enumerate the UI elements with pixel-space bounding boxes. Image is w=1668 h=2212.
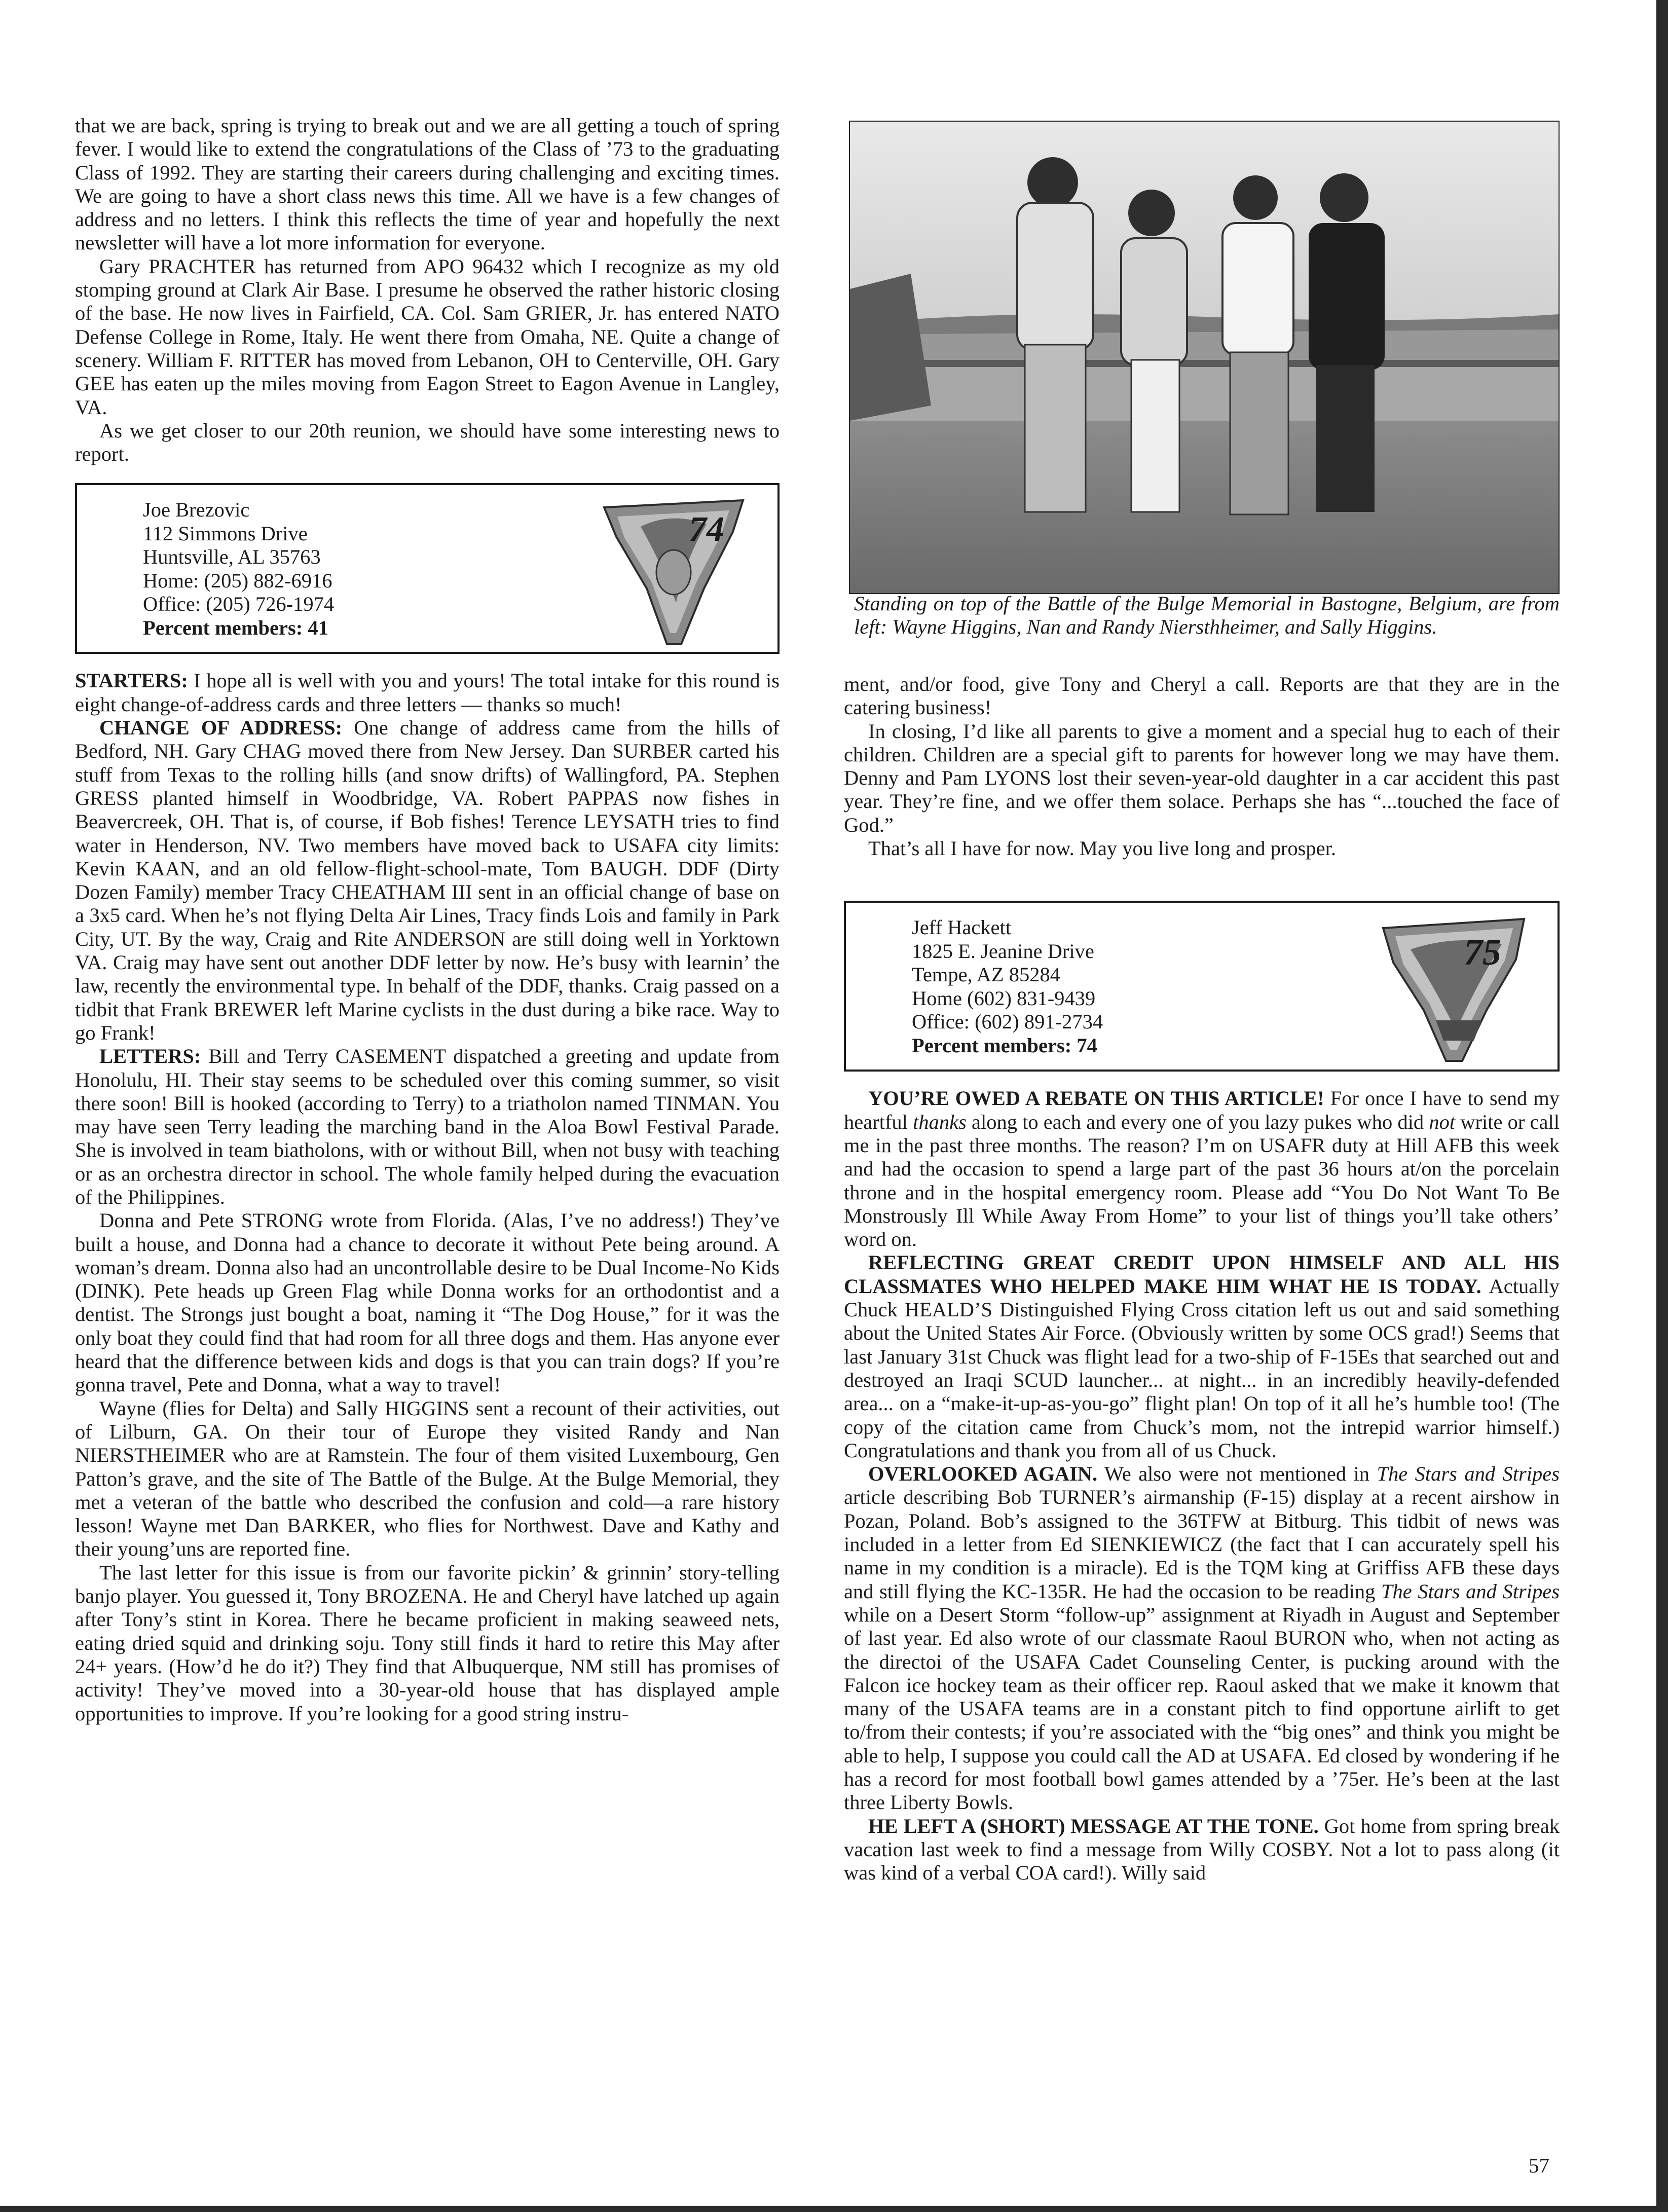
caption-text: Standing on top of the Battle of the Bulge Memorial in Bastogne, Belgium, are from left: Wayne Higgins, Nan and Randy Niersthheimer, and Sally Higgins. (854, 592, 1560, 638)
section-lead: CHANGE OF ADDRESS: (99, 716, 343, 740)
change-of-address-paragraph (75, 716, 780, 1045)
page-number: 57 (1529, 2154, 1549, 2177)
section-text: I hope all is well with you and yours! The total intake for this round is eight change-of-address cards and three letters — thanks so much! (75, 669, 780, 716)
photo-caption (844, 592, 1560, 639)
section-text: Bill and Terry CASEMENT dispatched a greeting and update from Honolulu, HI. Their stay seems to be scheduled over this coming summer, so visit there soon! Bill is hooked (according to Terry) to a triatholon named TINMAN. You may have seen Terry leading the marching band in the Aloa Bowl Festival Parade. She is involved in team biatholons, with or without Bill, when not busy with teaching or as an orchestra director in school. The whole family helped during the evacuation of the Philippines. (75, 1045, 780, 1208)
class-75-contact-box (844, 901, 1560, 1072)
percent-members: Percent members: 41 (143, 616, 328, 639)
contact-home-phone: Home (602) 831-9439 (912, 986, 1096, 1010)
paragraph: The last letter for this issue is from our favorite pickin’ & grinnin’ story-telling banjo player. You guessed it, Tony BROZENA. He and Cheryl have latched up again after Tony’s stint in Korea. There he became proficient in making seaweed nets, eating dried squid and drinking soju. Tony still finds it hard to retire this May after 24+ years. (How’d he do it?) They find that Albuquerque, NM still has promises of activity! They’ve moved into a 30-year-old house that has displayed ample opportunities to improve. If you’re looking for a good string instru- (75, 1561, 780, 1725)
section-text: For once I have to send my heartful (844, 1087, 1560, 1133)
class-crest-75-icon (1380, 914, 1527, 1066)
scan-edge-right (1656, 0, 1668, 2212)
contact-city: Huntsville, AL 35763 (143, 545, 321, 569)
contact-office-phone: Office: (602) 891-2734 (912, 1010, 1103, 1034)
message-paragraph (844, 1815, 1560, 1885)
emphasis: The Stars and Stripes (1381, 1579, 1560, 1603)
scan-edge-bottom (0, 2206, 1668, 2212)
section-text: One change of address came from the hills of Bedford, NH. Gary CHAG moved there from New Jersey. Dan SURBER carted his stuff from Texas to the rolling hills (and snow drifts) of Wallingford, PA. Stephen GRESS planted himself in Woodbridge, VA. Robert PAPPAS now fishes in Beavercreek, OH. That is, of course, if Bob fishes! Terence LEYSATH tries to find water in Henderson, NV. Two members have moved back to USAFA city limits: Kevin KAAN, and an old fellow-flight-school-mate, Tom BAUGH. DDF (Dirty Dozen Family) member Tracy CHEATHAM III sent in an official change of base on a 3x5 card. When he’s not flying Delta Air Lines, Tracy finds Lois and family in Park City, UT. By the way, Craig and Rite ANDERSON are still doing well in Yorktown VA. Craig may have sent out another DDF letter by now. He’s busy with learnin’ the law, recently the environmental type. In behalf of the DDF, thanks. Craig passed on a tidbit that Frank BREWER left Marine cyclists in the dust during a bike race. Way to go Frank! (75, 716, 780, 1044)
group-photo-image (850, 122, 1559, 593)
paragraph: In closing, I’d like all parents to give a moment and a special hug to each of their children. Children are a special gift to parents for however long we may have them. Denny and Pam LYONS lost their seven-year-old daughter in a car accident this past year. They’re fine, and we offer them solace. Perhaps she has “...touched the face of God.” (844, 719, 1560, 836)
section-lead: LETTERS: (99, 1045, 201, 1068)
overlooked-paragraph (844, 1462, 1560, 1814)
section-lead: YOU’RE OWED A REBATE ON THIS ARTICLE! (868, 1087, 1324, 1110)
contact-street: 1825 E. Jeanine Drive (912, 939, 1094, 963)
section-text: along to each and every one of you lazy pukes who did (966, 1110, 1429, 1133)
section-text: We also were not mentioned in (1097, 1462, 1377, 1486)
rebate-paragraph (844, 1087, 1560, 1251)
section-text: Got home from spring break vacation last week to find a message from Willy COSBY. Not a lot to pass along (it was kind of a verbal COA card!). Willy said (844, 1814, 1560, 1885)
contact-home-phone: Home: (205) 882-6916 (143, 569, 332, 592)
right-column (844, 673, 1560, 1885)
contact-street: 112 Simmons Drive (143, 522, 308, 545)
section-text: Actually Chuck HEALD’S Distinguished Flying Cross citation left us out and said something about the United States Air Force. (Obviously written by some OCS grad!) Seems that last January 31st Chuck was flight lead for a two-ship of F-15Es that searched out and destroyed an Iraqi SCUD launcher... at night... in an incredibly heavily-defended area... on a “make-it-up-as-you-go” flight plan! On top of it all he’s humble too! (The copy of the citation came from Chuck’s mom, not the intrepid warrior himself.) Congratulations and thank you from all of us Chuck. (844, 1274, 1560, 1462)
contact-name: Joe Brezovic (143, 498, 250, 522)
class-74-contact-box (75, 483, 780, 654)
paragraph: Gary PRACHTER has returned from APO 96432 which I recognize as my old stomping ground at Clark Air Base. I presume he observed the rather historic closing of the base. He now lives in Fairfield, CA. Col. Sam GRIER, Jr. has entered NATO Defense College in Rome, Italy. He went there from Omaha, NE. Quite a change of scenery. William F. RITTER has moved from Lebanon, OH to Centerville, OH. Gary GEE has eaten up the miles moving from Eagon Street to Eagon Avenue in Langley, VA. (75, 254, 780, 419)
bulge-memorial-photo (849, 121, 1560, 594)
paragraph: that we are back, spring is trying to break out and we are all getting a touch of spring fever. I would like to extend the congratulations of the Class of ’73 to the graduating Class of 1992. They are starting their careers during challenging and exciting times. We are going to have a short class news this time. All we have is a few changes of address and no letters. I think this reflects the time of year and hopefully the next newsletter will have a lot more information for everyone. (75, 114, 780, 254)
contact-city: Tempe, AZ 85284 (912, 963, 1060, 986)
class-crest-74-icon (600, 496, 747, 648)
contact-name: Jeff Hackett (912, 916, 1012, 939)
section-text: article describing Bob TURNER’s airmanship (F-15) display at a recent airshow in Pozan, Poland. Bob’s assigned to the 36TFW at Bitburg. This tidbit of news was included in a letter from Ed SIENKIEWICZ (the fact that I can accurately spell his name in my condition is a miracle). Ed is the TQM king at Griffiss AFB these days and still flying the KC-135R. He had the occasion to be reading (844, 1486, 1560, 1603)
section-lead: REFLECTING GREAT CREDIT UPON HIMSELF AND ALL HIS CLASSMATES WHO HELPED MAKE HIM WHAT HE IS TODAY. (844, 1251, 1560, 1298)
percent-members: Percent members: 74 (912, 1034, 1097, 1057)
paragraph: ment, and/or food, give Tony and Cheryl a call. Reports are that they are in the catering business! (844, 673, 1560, 719)
section-lead: STARTERS: (75, 669, 188, 692)
paragraph: Donna and Pete STRONG wrote from Florida. (Alas, I’ve no address!) They’ve built a house, and Donna had a chance to decorate it without Pete being around. A woman’s dream. Donna also had an uncontrollable desire to be Dual Income-No Kids (DINK). Pete heads up Green Flag while Donna works for an orthodontist and a dentist. The Strongs just bought a boat, naming it “The Dog House,” for it was the only boat they could find that had room for all three dogs and them. Has anyone ever heard that the difference between kids and dogs is that you can train dogs? If you’re gonna travel, Pete and Donna, what a way to travel! (75, 1209, 780, 1396)
svg-text:75: 75 (1464, 932, 1501, 974)
emphasis: not (1429, 1110, 1456, 1133)
credit-paragraph (844, 1251, 1560, 1462)
paragraph: As we get closer to our 20th reunion, we should have some interesting news to report. (75, 419, 780, 466)
svg-text:74: 74 (689, 510, 724, 549)
section-lead: HE LEFT A (SHORT) MESSAGE AT THE TONE. (868, 1814, 1319, 1837)
section-lead: OVERLOOKED AGAIN. (868, 1462, 1098, 1486)
left-column (75, 114, 780, 1725)
letters-paragraph (75, 1045, 780, 1209)
section-text: write or call me in the past three months. The reason? I’m on USAFR duty at Hill AFB this week and had the occasion to spend a large part of the past 36 hours at/on the porcelain throne and in the hospital emergency room. Please add “You Do Not Want To Be Monstrously Ill While Away From Home” to your list of things you’ll take others’ word on. (844, 1110, 1560, 1251)
contact-office-phone: Office: (205) 726-1974 (143, 593, 335, 616)
starters-paragraph (75, 669, 780, 716)
paragraph: That’s all I have for now. May you live long and prosper. (868, 837, 1337, 860)
emphasis: thanks (913, 1110, 967, 1133)
emphasis: The Stars and Stripes (1377, 1462, 1560, 1486)
section-text: while on a Desert Storm “follow-up” assignment at Riyadh in August and September of last year. Ed also wrote of our classmate Raoul BURON who, when not acting as the directoi of the USAFA Cadet Counseling Center, is pucking around with the Falcon ice hockey team as their officer rep. Raoul asked that we make it knowm that many of the USAFA teams are in a constant pitch to find opportune airlift to get to/from their contests; if you’re associated with the “big ones” and think you might be able to help, I suppose you could call the AD at USAFA. Ed closed by wondering if he has a record for most football bowl games attended by a ’75er. He’s been at the last three Liberty Bowls. (844, 1603, 1560, 1814)
paragraph: Wayne (flies for Delta) and Sally HIGGINS sent a recount of their activities, out of Lilburn, GA. On their tour of Europe they visited Randy and Nan NIERSTHEIMER who are at Ramstein. The four of them visited Luxembourg, Gen Patton’s grave, and the site of The Battle of the Bulge. At the Bulge Memorial, they met a veteran of the battle who described the confusion and cold—a rare history lesson! Wayne met Dan BARKER, who flies for Northwest. Dave and Kathy and their young’uns are reported fine. (75, 1396, 780, 1561)
